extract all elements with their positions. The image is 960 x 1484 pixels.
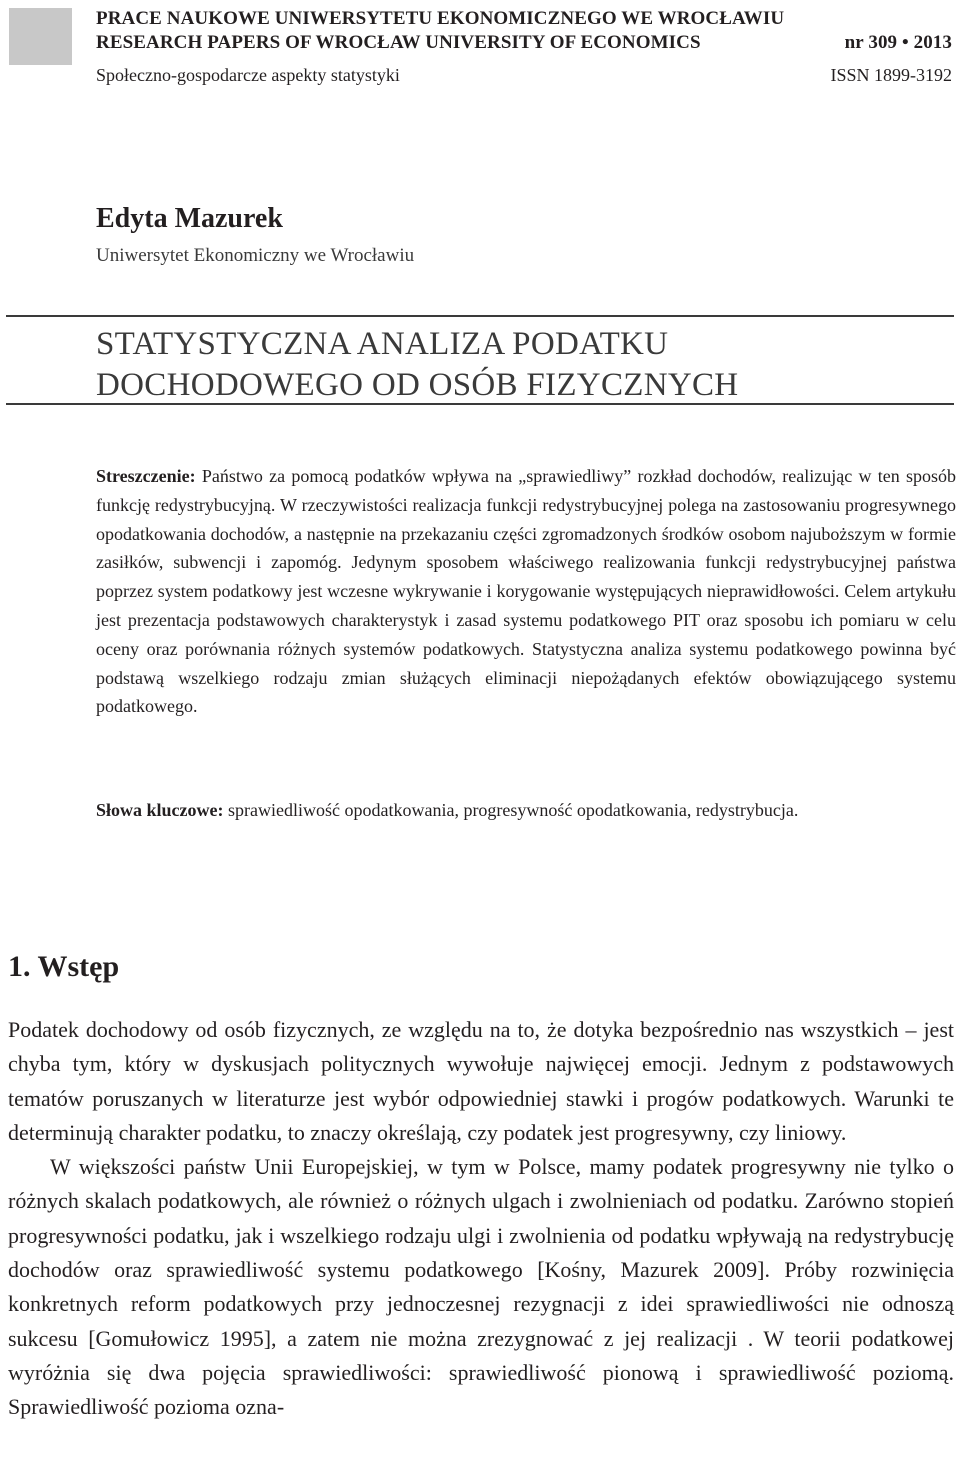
paragraph: W większości państw Unii Europejskiej, w tym w Polsce, mamy podatek progresywny nie tylko o różnych skalach podatkowych, ale również o różnych ulgach i zwolnieniach od podatku. Zarówno stopień progresywności podatku, jak i wszelkiego rodzaju ulgi i zwolnienia od podatku wpływają na redystrybucję dochodów oraz sprawiedliwość systemu podatkowego [Kośny, Mazurek 2009]. Próby rozwinięcia konkretnych reform podatkowych przy jednoczesnej rezygnacji z idei sprawiedliwości nie odnoszą sukcesu [Gomułowicz 1995], a zatem nie można zrezygnować z jej realizacji . W teorii podatkowej wyróżnia się dwa pojęcia sprawiedliwości: sprawiedliwość pionową i sprawiedliwość poziomą. Sprawiedliwość pozioma ozna- xyxy=(8,1154,954,1420)
paper-title-line-1: STATYSTYCZNA ANALIZA PODATKU xyxy=(96,326,669,362)
issn: ISSN 1899-3192 xyxy=(830,65,952,85)
title-rule-bottom xyxy=(6,403,954,405)
header-gray-block xyxy=(9,8,72,65)
abstract-label: Streszczenie: xyxy=(96,466,202,486)
author-name: Edyta Mazurek xyxy=(96,203,283,234)
series-name: Społeczno-gospodarcze aspekty statystyki xyxy=(96,65,400,85)
keywords-text: sprawiedliwość opodatkowania, progresywność opodatkowania, redystrybucja. xyxy=(228,800,799,820)
body-text xyxy=(8,1013,954,1425)
title-rule-top xyxy=(6,315,954,317)
section-heading: 1. Wstęp xyxy=(8,950,120,983)
abstract-text: Państwo za pomocą podatków wpływa na „sprawiedliwy” rozkład dochodów, realizując w ten sposób funkcję redystrybucyjną. W rzeczywistości realizacja funkcji redystrybucyjnej polega na zastosowaniu progresywnego opodatkowania dochodów, a następnie na przekazaniu części zgromadzonych środków osobom najuboższym w formie zasiłków, subwencji i zapomóg. Jedynym sposobem właściwego realizowania funkcji redystrybucyjnej państwa poprzez system podatkowy jest wczesne wykrywanie i korygowanie występujących nieprawidłowości. Celem artykułu jest prezentacja podstawowych charakterystyk i zasad systemu podatkowego PIT oraz sposobu ich pomiaru w celu oceny oraz porównania różnych systemów podatkowych. Statystyczna analiza systemu podatkowego powinna być podstawą wszelkiego rodzaju zmian służących eliminacji niepożądanych efektów obowiązującego systemu podatkowego. xyxy=(96,466,956,717)
journal-header-pl xyxy=(96,8,952,30)
paper-title xyxy=(96,324,738,406)
journal-name-pl: PRACE NAUKOWE UNIWERSYTETU EKONOMICZNEGO WE WROCŁAWIU xyxy=(96,8,785,29)
paper-title-line-2: DOCHODOWEGO OD OSÓB FIZYCZNYCH xyxy=(96,367,739,403)
abstract xyxy=(96,462,956,721)
journal-series-line xyxy=(96,64,952,86)
journal-name-en: RESEARCH PAPERS OF WROCŁAW UNIVERSITY OF ECONOMICS xyxy=(96,32,701,53)
paragraph: Podatek dochodowy od osób fizycznych, ze względu na to, że dotyka bezpośrednio nas wszystkich – jest chyba tym, który w dyskusjach politycznych wywołuje najwięcej emocji. Jednym z podstawowych tematów poruszanych w literaturze jest wybór odpowiedniej stawki i progów podatkowych. Warunki te determinują charakter podatku, to znaczy określają, czy podatek jest progresywny, czy liniowy. xyxy=(8,1017,954,1145)
journal-header-en xyxy=(96,32,952,54)
keywords xyxy=(96,796,946,825)
keywords-label: Słowa kluczowe: xyxy=(96,800,228,820)
author-affiliation: Uniwersytet Ekonomiczny we Wrocławiu xyxy=(96,245,415,266)
issue-number: nr 309 • 2013 xyxy=(844,32,952,53)
